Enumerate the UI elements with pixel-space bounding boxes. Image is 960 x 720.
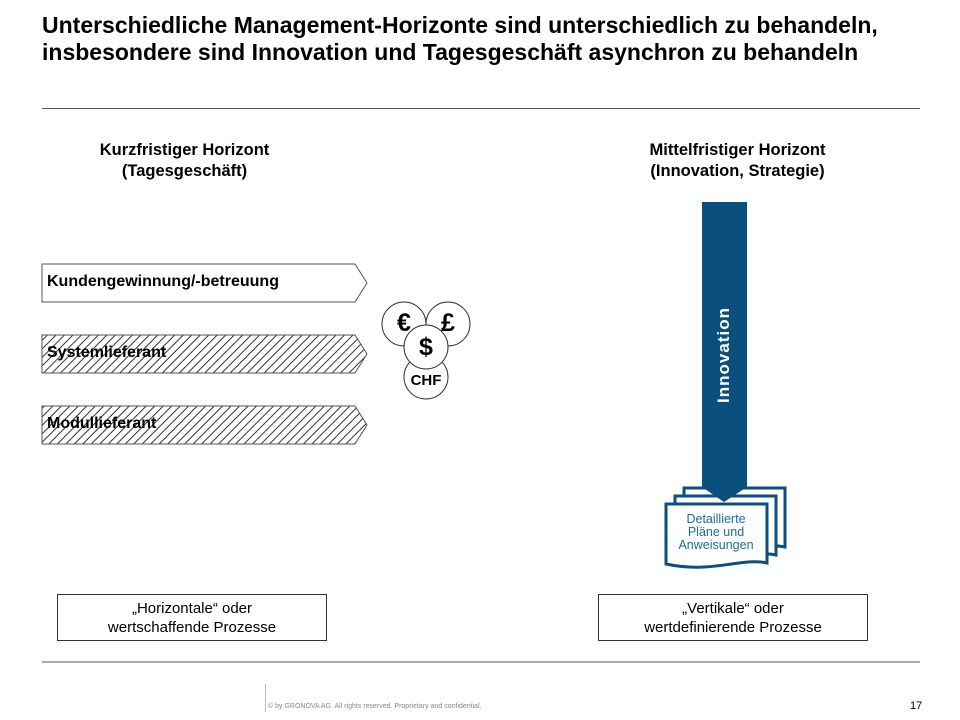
vertical-box-line2: wertdefinierende Prozesse [644,618,822,636]
left-heading-line1: Kurzfristiger Horizont [99,141,270,159]
chf-symbol: CHF [410,372,442,389]
horizontal-box-line1: „Horizontale“ oder [131,599,253,617]
innovation-label: Innovation [714,306,734,403]
footer-separator [265,684,266,712]
left-heading-line2: (Tagesgeschäft) [121,162,248,180]
right-heading-line1: Mittelfristiger Horizont [649,141,826,159]
horizontal-box-line2: wertschaffende Prozesse [107,618,277,636]
documents-label [664,513,768,552]
documents-label-line1: Detaillierte [686,512,746,526]
documents-label-line3: Anweisungen [678,538,754,552]
chevron-label-modullieferant: Modullieferant [47,415,157,432]
euro-symbol: € [397,309,411,337]
footer-copyright: © by GRONOVA AG. All rights reserved. Proprietary and confidential. [268,703,482,710]
innovation-label-wrapper [698,222,750,487]
chevron-label-systemlieferant: Systemlieferant [47,344,167,361]
right-heading-line2: (Innovation, Strategie) [650,162,825,180]
documents-label-line2: Pläne und [687,525,745,539]
page-title: Unterschiedliche Management-Horizonte sind unterschiedlich zu behandeln, insbesondere sind Innovation und Tagesgeschäft asynchron zu behandeln [42,12,878,65]
horizontal-processes-box [57,594,327,641]
vertical-processes-box [598,594,868,641]
chevron-label-kundengewinnung: Kundengewinnung/-betreuung [47,273,279,290]
pound-symbol: £ [441,309,455,337]
dollar-symbol: $ [419,333,433,361]
page-number: 17 [910,700,923,712]
vertical-box-line1: „Vertikale“ oder [682,599,784,617]
